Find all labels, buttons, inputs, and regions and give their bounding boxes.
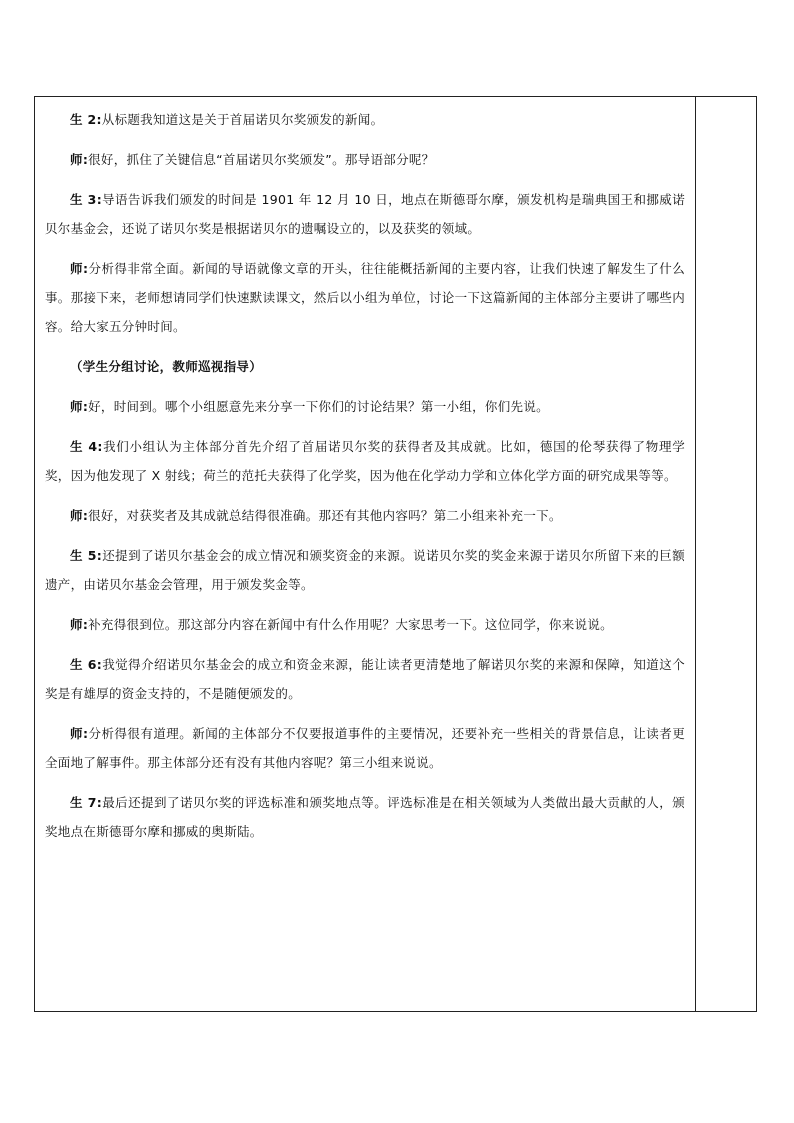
speaker-label: 生 3 xyxy=(70,192,97,207)
dialogue-paragraph: 生 4:我们小组认为主体部分首先介绍了首届诺贝尔奖的获得者及其成就。比如，德国的伦琴获得了物理学奖，因为他发现了 X 射线；荷兰的范托夫获得了化学奖，因为他在化学动力学和立体化学方面的研究成果等等。 xyxy=(45,439,686,483)
dialogue-paragraph: 师:分析得非常全面。新闻的导语就像文章的开头，往往能概括新闻的主要内容，让我们快速了解发生了什么事。那接下来，老师想请同学们快速默读课文，然后以小组为单位，讨论一下这篇新闻的主体部分主要讲了哪些内容。给大家五分钟时间。 xyxy=(45,261,686,334)
lesson-table xyxy=(34,96,757,1012)
dialogue-paragraph: 师:很好，对获奖者及其成就总结得很准确。那还有其他内容吗？第二小组来补充一下。 xyxy=(70,508,562,523)
paragraph-text: 补充得很到位。那这部分内容在新闻中有什么作用呢？大家思考一下。这位同学，你来说说。 xyxy=(88,617,613,632)
paragraph-text: 很好，对获奖者及其成就总结得很准确。那还有其他内容吗？第二小组来补充一下。 xyxy=(88,508,562,523)
paragraph-text: 我觉得介绍诺贝尔基金会的成立和资金来源，能让读者更清楚地了解诺贝尔奖的来源和保障，知道这个奖是有雄厚的资金支持的，不是随便颁发的。 xyxy=(45,657,685,701)
paragraph-text: 还提到了诺贝尔基金会的成立情况和颁奖资金的来源。说诺贝尔奖的奖金来源于诺贝尔所留下来的巨额遗产，由诺贝尔基金会管理，用于颁发奖金等。 xyxy=(45,548,685,592)
speaker-label: 生 6 xyxy=(70,657,97,672)
paragraph-text: 导语告诉我们颁发的时间是 1901 年 12 月 10 日，地点在斯德哥尔摩，颁发机构是瑞典国王和挪威诺贝尔基金会，还说了诺贝尔奖是根据诺贝尔的遗嘱设立的，以及获奖的领域。 xyxy=(45,192,685,236)
speaker-label: 生 5 xyxy=(70,548,97,563)
dialogue-paragraph: 生 3:导语告诉我们颁发的时间是 1901 年 12 月 10 日，地点在斯德哥尔摩，颁发机构是瑞典国王和挪威诺贝尔基金会，还说了诺贝尔奖是根据诺贝尔的遗嘱设立的，以及获奖的领域。 xyxy=(45,192,685,236)
paragraph-text: 分析得非常全面。新闻的导语就像文章的开头，往往能概括新闻的主要内容，让我们快速了解发生了什么事。那接下来，老师想请同学们快速默读课文，然后以小组为单位，讨论一下这篇新闻的主体部分主要讲了哪些内容。给大家五分钟时间。 xyxy=(45,261,686,334)
paragraph-text: 很好，抓住了关键信息“首届诺贝尔奖颁发”。那导语部分呢？ xyxy=(88,152,435,167)
speaker-label: 生 2 xyxy=(70,112,97,127)
speaker-label: 师 xyxy=(70,617,83,632)
dialogue-paragraph: 生 7:最后还提到了诺贝尔奖的评选标准和颁奖地点等。评选标准是在相关领域为人类做出最大贡献的人，颁奖地点在斯德哥尔摩和挪威的奥斯陆。 xyxy=(45,795,685,839)
speaker-label: 生 4 xyxy=(70,439,98,454)
paragraph-text: 好，时间到。哪个小组愿意先来分享一下你们的讨论结果？第一小组，你们先说。 xyxy=(88,399,549,414)
dialogue-paragraph: 生 5:还提到了诺贝尔基金会的成立情况和颁奖资金的来源。说诺贝尔奖的奖金来源于诺贝尔所留下来的巨额遗产，由诺贝尔基金会管理，用于颁发奖金等。 xyxy=(45,548,685,592)
paragraph-text: 我们小组认为主体部分首先介绍了首届诺贝尔奖的获得者及其成就。比如，德国的伦琴获得了物理学奖，因为他发现了 X 射线；荷兰的范托夫获得了化学奖，因为他在化学动力学和立体化学方面的研究成果等等。 xyxy=(45,439,686,483)
dialogue-paragraph: 师:好，时间到。哪个小组愿意先来分享一下你们的讨论结果？第一小组，你们先说。 xyxy=(70,399,549,414)
dialogue-paragraph: 生 6:我觉得介绍诺贝尔基金会的成立和资金来源，能让读者更清楚地了解诺贝尔奖的来源和保障，知道这个奖是有雄厚的资金支持的，不是随便颁发的。 xyxy=(45,657,685,701)
dialogue-content xyxy=(45,105,685,857)
speaker-label: 生 7 xyxy=(70,795,97,810)
dialogue-paragraph: 师:分析得很有道理。新闻的主体部分不仅要报道事件的主要情况，还要补充一些相关的背景信息，让读者更全面地了解事件。那主体部分还有没有其他内容呢？第三小组来说说。 xyxy=(45,726,685,770)
speaker-label: 师 xyxy=(70,261,83,276)
dialogue-paragraph: 师:很好，抓住了关键信息“首届诺贝尔奖颁发”。那导语部分呢？ xyxy=(70,152,435,167)
dialogue-paragraph: 师:补充得很到位。那这部分内容在新闻中有什么作用呢？大家思考一下。这位同学，你来说说。 xyxy=(70,617,613,632)
dialogue-paragraph: 生 2:从标题我知道这是关于首届诺贝尔奖颁发的新闻。 xyxy=(70,112,384,127)
stage-direction: （学生分组讨论，教师巡视指导） xyxy=(70,359,263,374)
paragraph-text: 分析得很有道理。新闻的主体部分不仅要报道事件的主要情况，还要补充一些相关的背景信息，让读者更全面地了解事件。那主体部分还有没有其他内容呢？第三小组来说说。 xyxy=(45,726,685,770)
speaker-label: 师 xyxy=(70,399,83,414)
speaker-label: 师 xyxy=(70,726,83,741)
paragraph-text: 从标题我知道这是关于首届诺贝尔奖颁发的新闻。 xyxy=(101,112,384,127)
column-divider xyxy=(695,97,696,1011)
paragraph-text: 最后还提到了诺贝尔奖的评选标准和颁奖地点等。评选标准是在相关领域为人类做出最大贡献的人，颁奖地点在斯德哥尔摩和挪威的奥斯陆。 xyxy=(45,795,685,839)
speaker-label: 师 xyxy=(70,508,83,523)
speaker-label: 师 xyxy=(70,152,83,167)
